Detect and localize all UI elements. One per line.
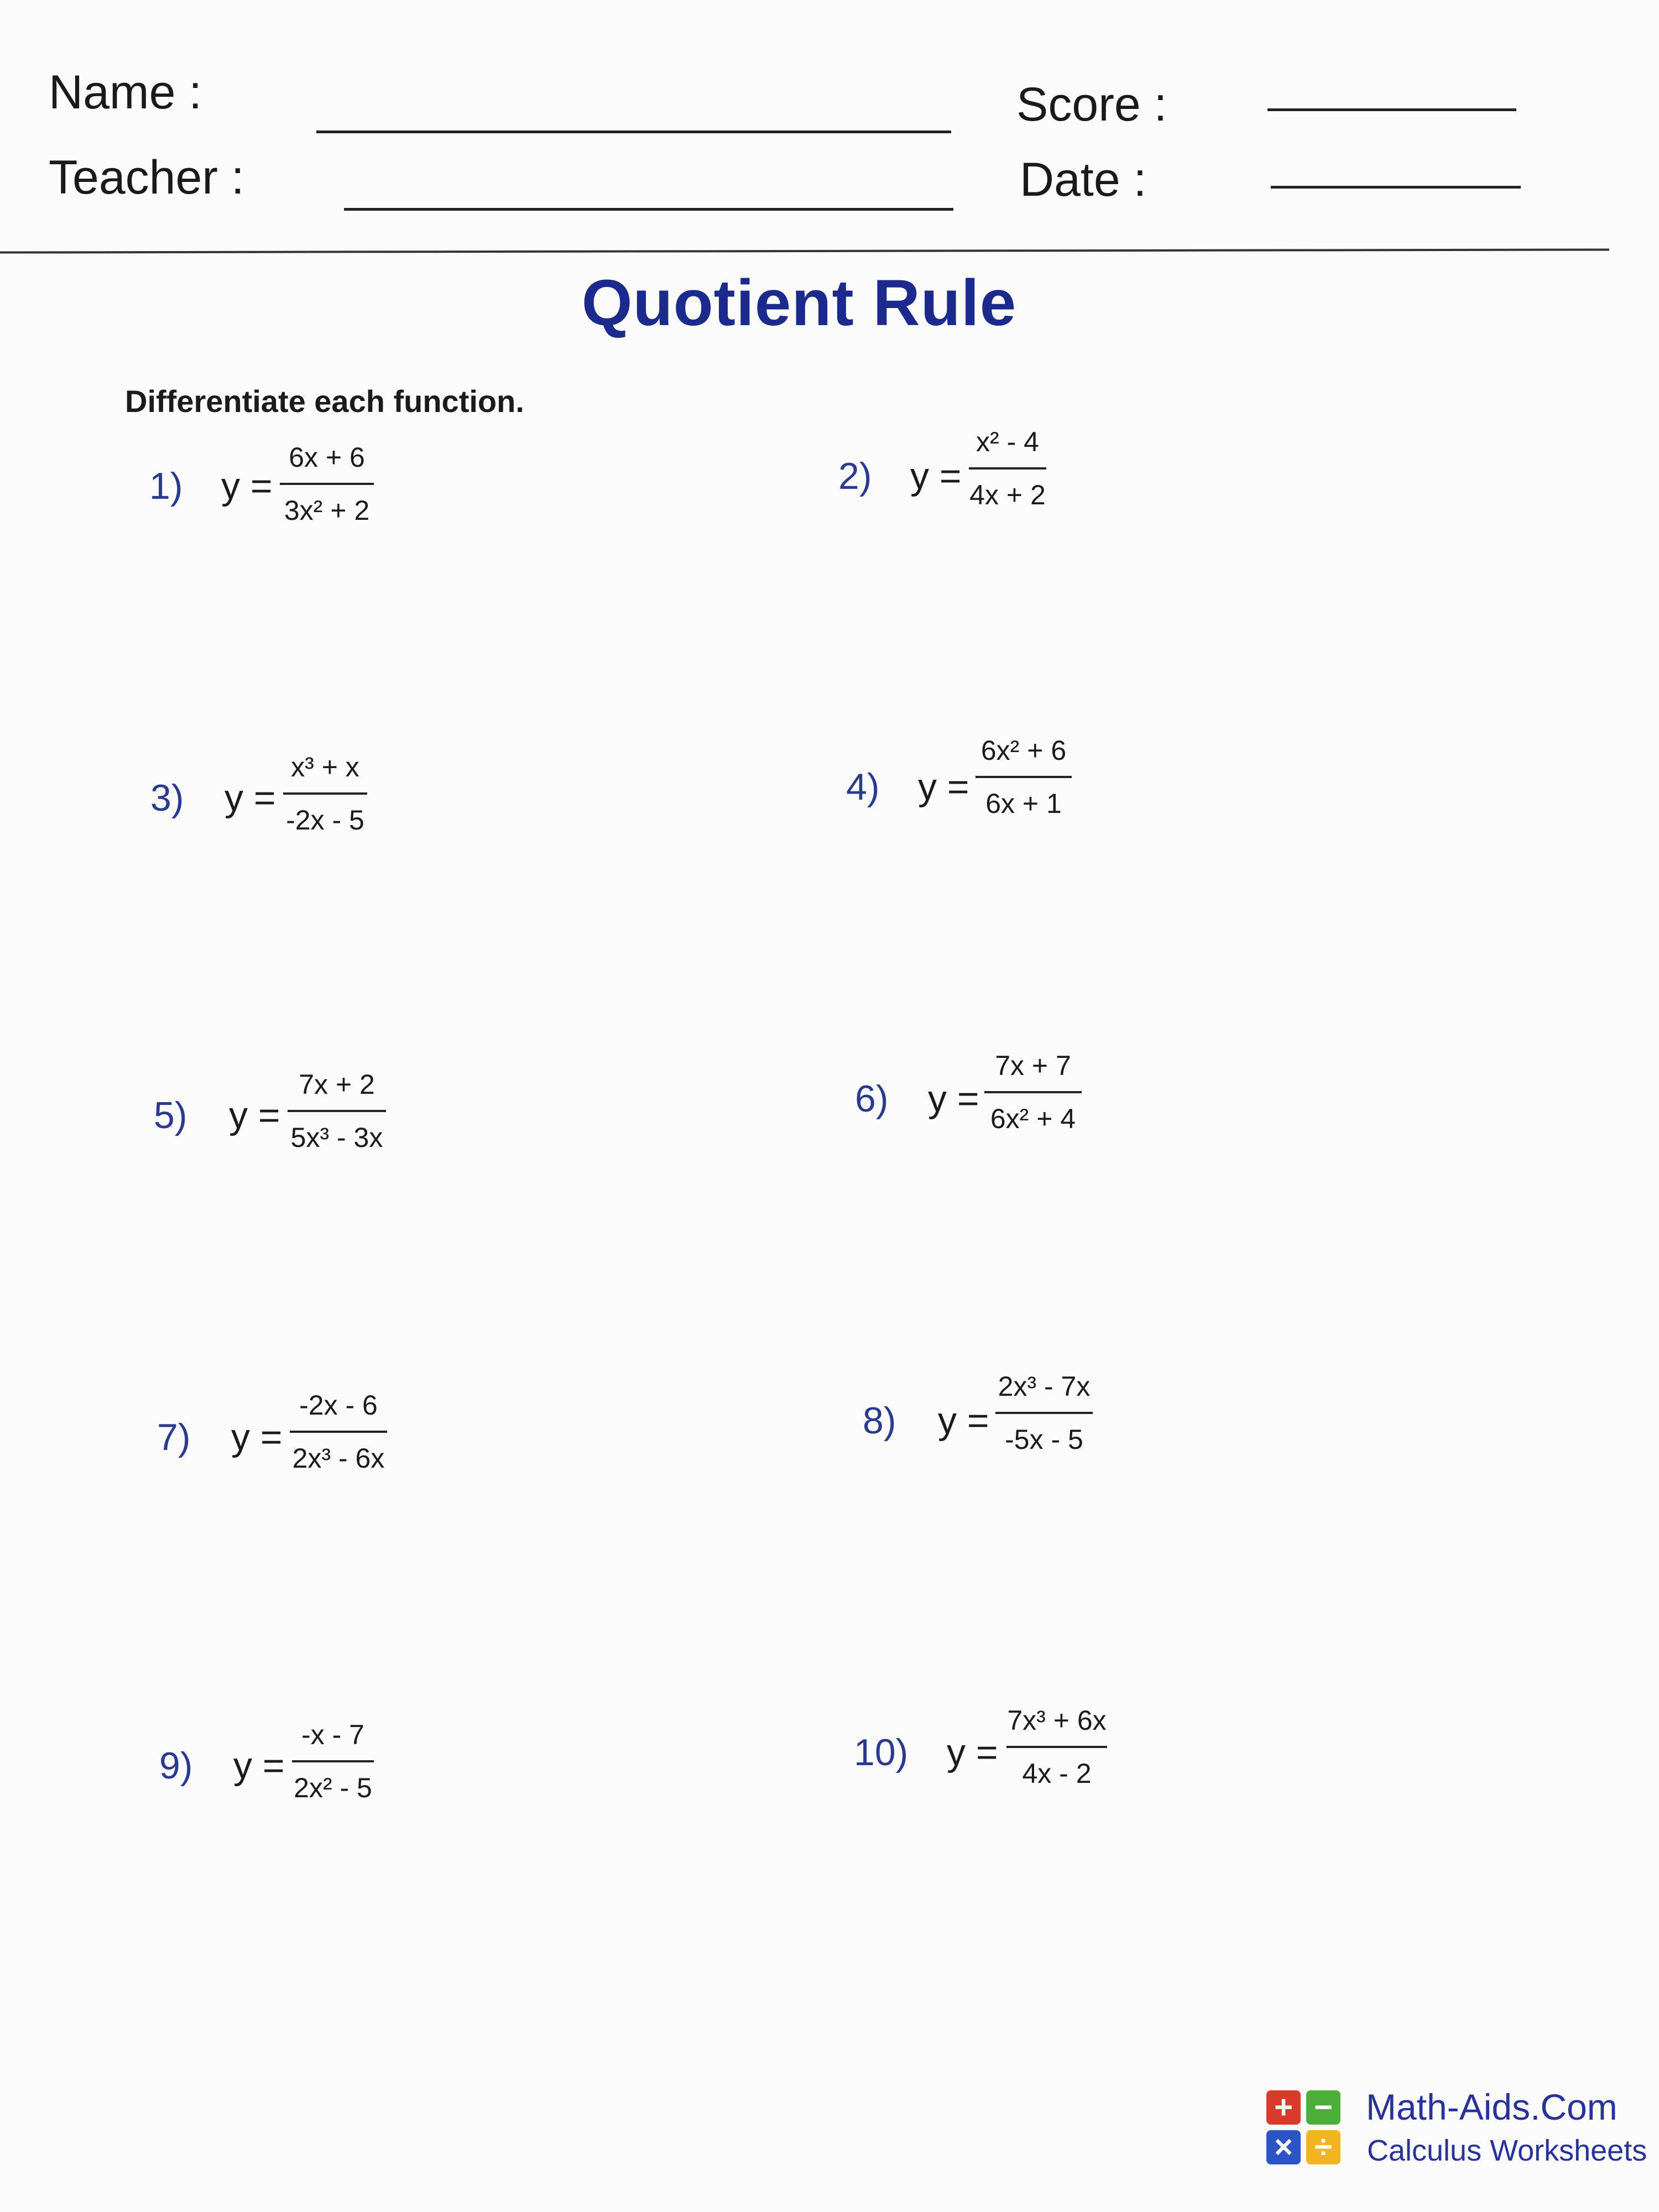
plus-icon: + xyxy=(1266,2090,1301,2125)
denominator: -5x - 5 xyxy=(1005,1424,1083,1455)
problem-number: 9) xyxy=(159,1745,193,1787)
denominator: 2x² - 5 xyxy=(294,1772,372,1803)
y-equals: y = xyxy=(938,1400,989,1442)
problem-number: 6) xyxy=(855,1078,889,1120)
y-equals: y = xyxy=(221,465,273,507)
score-label: Score : xyxy=(1016,78,1167,131)
denominator: 2x³ - 6x xyxy=(292,1443,385,1474)
y-equals: y = xyxy=(947,1731,998,1773)
date-line[interactable] xyxy=(1271,186,1521,189)
problem-number: 10) xyxy=(854,1731,909,1773)
fraction xyxy=(975,734,1072,823)
fraction-bar xyxy=(975,776,1072,778)
problem-number: 4) xyxy=(846,766,880,808)
name-label: Name : xyxy=(49,66,202,119)
teacher-line[interactable] xyxy=(344,208,953,211)
denominator: 3x² + 2 xyxy=(284,495,370,526)
denominator: 5x³ - 3x xyxy=(290,1122,383,1153)
y-equals: y = xyxy=(229,1094,280,1136)
numerator: 6x² + 6 xyxy=(980,735,1067,766)
fraction xyxy=(283,751,367,839)
instructions: Differentiate each function. xyxy=(125,384,524,419)
numerator: 2x³ - 7x xyxy=(998,1371,1091,1402)
minus-icon: − xyxy=(1306,2090,1340,2125)
fraction xyxy=(290,1389,387,1478)
problem-number: 2) xyxy=(838,455,872,497)
fraction-bar xyxy=(280,483,374,485)
fraction-bar xyxy=(290,1431,387,1433)
denominator: 6x² + 4 xyxy=(990,1103,1076,1134)
y-equals: y = xyxy=(233,1745,285,1787)
fraction xyxy=(995,1370,1093,1459)
denominator: 4x - 2 xyxy=(1022,1758,1092,1789)
fraction xyxy=(280,441,374,530)
fraction-bar xyxy=(283,792,367,795)
fraction-bar xyxy=(995,1412,1093,1414)
divide-icon: ÷ xyxy=(1306,2130,1340,2164)
logo-title: Math-Aids.Com xyxy=(1366,2086,1618,2127)
page-title: Quotient Rule xyxy=(581,267,1017,340)
times-icon: × xyxy=(1266,2130,1301,2164)
numerator: -2x - 6 xyxy=(299,1390,378,1421)
fraction-bar xyxy=(984,1091,1082,1093)
numerator: 7x³ + 6x xyxy=(1007,1705,1107,1736)
denominator: -2x - 5 xyxy=(286,805,364,836)
fraction xyxy=(288,1068,386,1157)
numerator: 7x + 2 xyxy=(299,1069,375,1100)
problem-number: 8) xyxy=(863,1400,896,1442)
numerator: 7x + 7 xyxy=(995,1050,1071,1081)
y-equals: y = xyxy=(918,766,969,808)
numerator: -x - 7 xyxy=(301,1719,364,1750)
logo-subtitle: Calculus Worksheets xyxy=(1367,2134,1647,2167)
teacher-label: Teacher : xyxy=(49,151,244,204)
fraction-bar xyxy=(1006,1746,1107,1748)
fraction xyxy=(969,426,1046,514)
y-equals: y = xyxy=(231,1416,283,1458)
y-equals: y = xyxy=(928,1078,979,1120)
fraction xyxy=(984,1050,1082,1138)
denominator: 4x + 2 xyxy=(969,479,1046,510)
fraction-bar xyxy=(288,1110,386,1112)
numerator: x³ + x xyxy=(291,752,359,782)
fraction-bar xyxy=(292,1760,374,1762)
problem-number: 7) xyxy=(157,1416,191,1458)
fraction xyxy=(1006,1704,1107,1793)
problem-number: 3) xyxy=(150,777,184,819)
date-label: Date : xyxy=(1020,153,1147,206)
y-equals: y = xyxy=(910,455,962,497)
denominator: 6x + 1 xyxy=(985,788,1062,819)
numerator: x² - 4 xyxy=(976,426,1039,457)
numerator: 6x + 6 xyxy=(289,442,365,473)
problem-number: 5) xyxy=(154,1094,187,1136)
score-line[interactable] xyxy=(1267,108,1516,111)
fraction xyxy=(292,1719,374,1807)
fraction-bar xyxy=(969,467,1046,469)
header-divider xyxy=(0,248,1609,253)
problem-number: 1) xyxy=(149,465,183,507)
y-equals: y = xyxy=(225,777,276,819)
name-line[interactable] xyxy=(316,131,951,133)
